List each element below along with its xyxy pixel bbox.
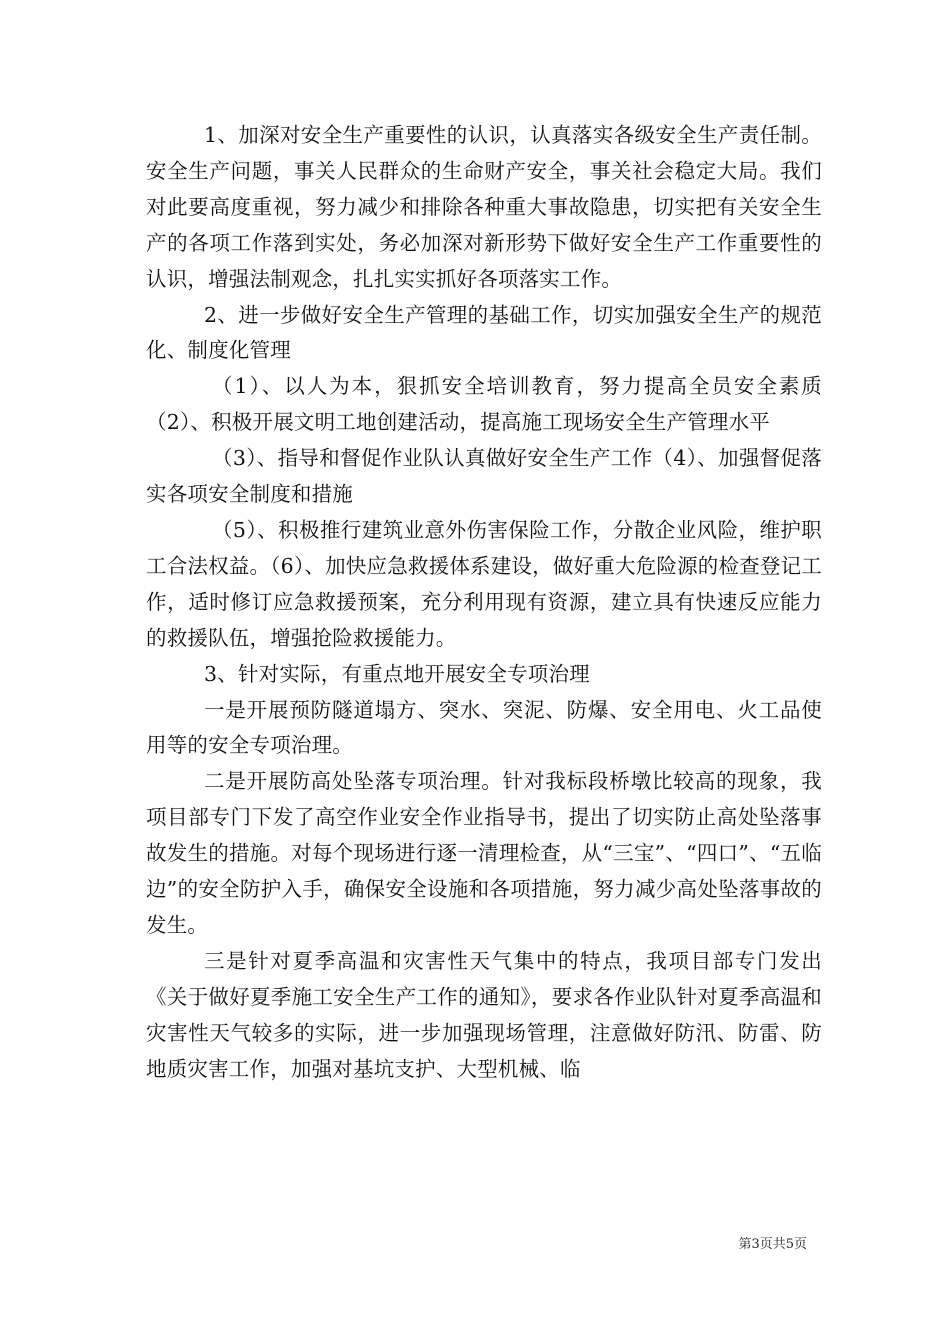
paragraph-8: 二是开展防高处坠落专项治理。针对我标段桥墩比较高的现象，我项目部专门下发了高空作业安全作业指导书，提出了切实防止高处坠落事故发生的措施。对每个现场进行逐一清理检查，从“三宝”、“四口”、“五临边”的安全防护入手，确保安全设施和各项措施，努力减少高处坠落事故的发生。 bbox=[146, 769, 822, 937]
paragraph-4: （3）、指导和督促作业队认真做好安全生产工作（4）、加强督促落实各项安全制度和措施 bbox=[146, 446, 822, 507]
paragraph-7: 一是开展预防隧道塌方、突水、突泥、防爆、安全用电、火工品使用等的安全专项治理。 bbox=[146, 697, 822, 758]
paragraph-5: （5）、积极推行建筑业意外伤害保险工作，分散企业风险，维护职工合法权益。（6）、加快应急救援体系建设，做好重大危险源的检查登记工作，适时修订应急救援预案，充分利用现有资源，建立具有快速反应能力的救援队伍，增强抢险救援能力。 bbox=[146, 517, 822, 650]
paragraph-1: 1、加深对安全生产重要性的认识，认真落实各级安全生产责任制。安全生产问题，事关人民群众的生命财产安全，事关社会稳定大局。我们对此要高度重视，努力减少和排除各种重大事故隐患，切实把有关安全生产的各项工作落到实处，务必加深对新形势下做好安全生产工作重要性的认识，增强法制观念，扎扎实实抓好各项落实工作。 bbox=[146, 123, 822, 291]
document-body bbox=[146, 118, 822, 1087]
paragraph-2: 2、进一步做好安全生产管理的基础工作，切实加强安全生产的规范化、制度化管理 bbox=[146, 302, 822, 363]
paragraph-9: 三是针对夏季高温和灾害性天气集中的特点，我项目部专门发出《关于做好夏季施工安全生产工作的通知》，要求各作业队针对夏季高温和灾害性天气较多的实际，进一步加强现场管理，注意做好防汛、防雷、防地质灾害工作，加强对基坑支护、大型机械、临 bbox=[146, 948, 822, 1081]
paragraph-6: 3、针对实际，有重点地开展安全专项治理 bbox=[204, 661, 590, 686]
paragraph-3: （1）、以人为本，狠抓安全培训教育，努力提高全员安全素质（2）、积极开展文明工地创建活动，提高施工现场安全生产管理水平 bbox=[146, 374, 822, 435]
page-number-footer: 第3页共5页 bbox=[738, 1237, 807, 1252]
